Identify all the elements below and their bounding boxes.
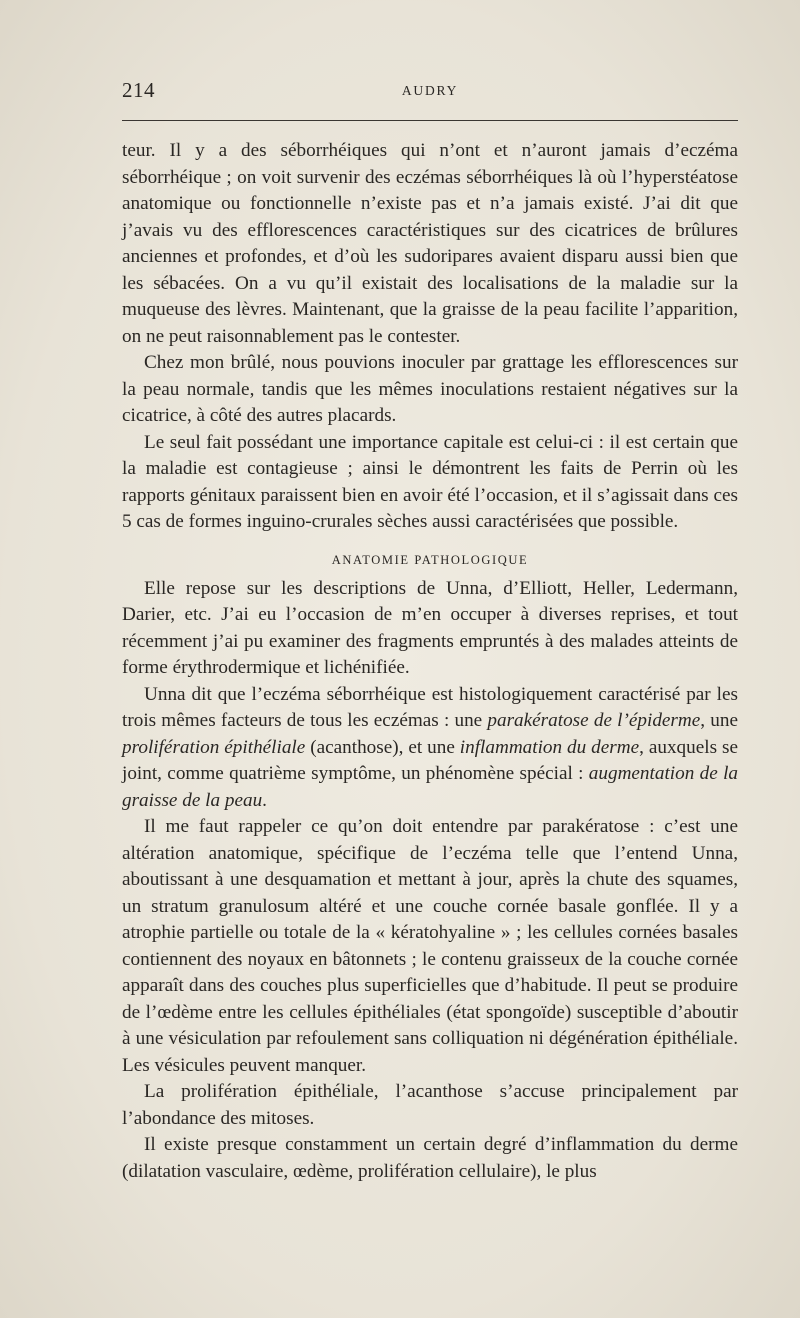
text-run: . [262, 789, 267, 811]
page-number: 214 [122, 78, 155, 102]
text-run: , auxquels se joint, comme quatrième symptôme, un phénomène spécial : [122, 736, 738, 784]
paragraph: Le seul fait possédant une importance capitale est celui-ci : il est certain que la maladie est contagieuse ; ainsi le démontrent les faits de Perrin où les rapports génitaux paraissent bien en avoir été l’occasion, et il s’agissait dans ces 5 cas de formes inguino-crurales sèches aussi caractérisées que possible. [122, 431, 738, 532]
paragraph: Il me faut rappeler ce qu’on doit entendre par parakératose : c’est une altération anatomique, spécifique de l’eczéma telle que l’entend Unna, aboutissant à une desquamation et mettant à jour, après la chute des squames, un stratum granulosum altéré et une couche cornée basale gonflée. Il y a atrophie partielle ou totale de la « kératohyaline » ; les cellules cornées basales contiennent des noyaux en bâtonnets ; le contenu graisseux de la couche cornée apparaît dans des couches plus superficielles que d’habitude. Il peut se produire de l’œdème entre les cellules épithéliales (état spongoïde) susceptible d’aboutir à une vésiculation par refoulement sans colliquation ni dégénération épithéliale. Les vésicules peuvent manquer. [122, 816, 738, 1076]
body-text [122, 138, 738, 1185]
paragraph-unna [122, 682, 738, 815]
text-run: , une [700, 710, 738, 731]
paragraph: teur. Il y a des séborrhéiques qui n’ont et n’auront jamais d’eczéma séborrhéique ; on voit survenir des eczémas séborrhéiques là où l’hyperstéatose anatomique ou fonctionnelle n’existe pas et n’a jamais existé. J’ai dit que j’avais vu des efflorescences caractéristiques sur des cicatrices de brûlures anciennes et profondes, et d’où les sudoripares avaient disparu aussi bien que les sébacées. On a vu qu’il existait des localisations de la maladie sur la muqueuse des lèvres. Maintenant, que la graisse de la peau facilite l’apparition, on ne peut raisonnablement pas le contester. [122, 140, 738, 347]
italic-term: inflammation du derme [459, 736, 640, 758]
italic-term: parakératose de l’épiderme [487, 710, 701, 731]
paragraph: La prolifération épithéliale, l’acanthose s’accuse principalement par l’abondance des mitoses. [122, 1081, 738, 1129]
paragraph: Chez mon brûlé, nous pouvions inoculer par grattage les efflorescences sur la peau normale, tandis que les mêmes inoculations restaient négatives sur la cicatrice, à côté des autres placards. [122, 352, 738, 426]
text-run: Unna dit que l’eczéma séborrhéique est histologiquement caractérisé par les trois mêmes facteurs de tous les eczémas : une [122, 683, 738, 731]
italic-term: augmentation de la graisse de la peau [122, 763, 738, 811]
text-run: (acanthose), et une [305, 736, 460, 758]
italic-term: prolifération épithéliale [122, 736, 306, 758]
page-header [122, 78, 738, 106]
header-rule [122, 120, 738, 121]
paragraph: Il existe presque constamment un certain degré d’inflammation du derme (dilatation vasculaire, œdème, prolifération cellulaire), le plus [122, 1134, 738, 1182]
running-head: AUDRY [401, 83, 459, 98]
section-heading: ANATOMIE PATHOLOGIQUE [331, 552, 529, 567]
paragraph: Elle repose sur les descriptions de Unna, d’Elliott, Heller, Ledermann, Darier, etc. J’ai eu l’occasion de m’en occuper à diverses reprises, et tout récemment j’ai pu examiner des fragments empruntés à des malades atteints de forme érythrodermique et lichénifiée. [122, 577, 738, 678]
